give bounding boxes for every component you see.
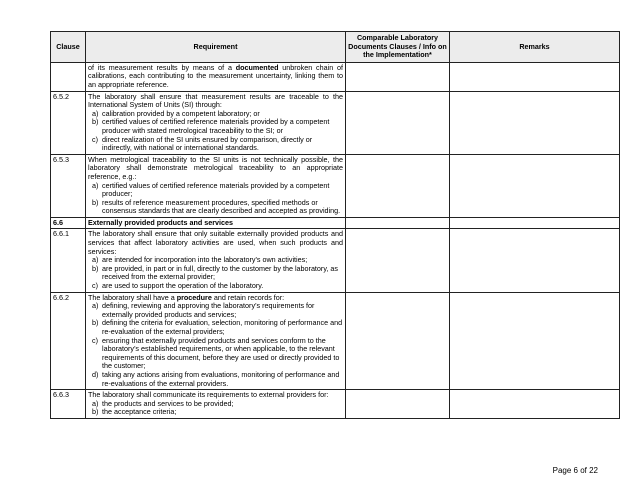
list-item-label: b) [92, 117, 99, 127]
remarks-cell[interactable] [450, 229, 620, 292]
requirement-text [88, 93, 343, 110]
list-item-label: a) [92, 398, 99, 408]
requirement-text [88, 64, 343, 90]
emphasized-term: procedure [176, 292, 212, 302]
remarks-cell[interactable] [450, 217, 620, 229]
list-item [88, 182, 343, 199]
list-item-text: are intended for incorporation into the laboratory’s own activities; [102, 255, 308, 265]
list-item-label: a) [92, 301, 99, 311]
comparable-info-cell[interactable] [346, 62, 450, 91]
requirement-cell [86, 154, 346, 217]
comparable-info-cell[interactable] [346, 390, 450, 419]
requirement-cell [86, 390, 346, 419]
remarks-cell[interactable] [450, 292, 620, 390]
clause-cell [51, 62, 86, 91]
clause-cell: 6.6.3 [51, 390, 86, 419]
list-item-text: defining the criteria for evaluation, selection, monitoring of performance and re-evaluation of the external providers; [102, 318, 343, 336]
list-item-text: results of reference measurement procedures, specified methods or consensus standards that are clearly described and accepted as providing. [102, 197, 341, 216]
list-item-text: the products and services to be provided; [102, 398, 234, 408]
list-item-label: c) [92, 281, 98, 291]
requirement-cell [86, 292, 346, 390]
list-item [88, 371, 343, 388]
comparable-info-cell[interactable] [346, 91, 450, 154]
list-item [88, 282, 343, 291]
clause-cell: 6.5.3 [51, 154, 86, 217]
requirement-text [88, 230, 343, 256]
requirements-table [50, 31, 620, 419]
list-item-label: c) [92, 335, 98, 345]
clause-cell: 6.6.2 [51, 292, 86, 390]
list-item-label: b) [92, 407, 99, 417]
list-item [88, 136, 343, 153]
requirement-header: Requirement [86, 32, 346, 63]
table-row [51, 62, 620, 91]
list-item-text: the acceptance criteria; [102, 407, 177, 417]
list-item [88, 199, 343, 216]
requirement-text-part: The laboratory shall have a [88, 292, 177, 302]
list-item-label: a) [92, 108, 99, 118]
requirement-text-part: Externally provided products and services [88, 217, 233, 227]
list-item [88, 319, 343, 336]
remarks-cell[interactable] [450, 62, 620, 91]
comparable-info-cell[interactable] [346, 292, 450, 390]
requirement-text-part: When metrological traceability to the SI units is not technically possible, the laboratory shall demonstrate metrological traceability to an appropriate reference, e.g.: [88, 154, 343, 181]
table-row [51, 390, 620, 419]
list-item-label: b) [92, 318, 99, 328]
list-item-label: b) [92, 263, 99, 273]
clause-cell: 6.6 [51, 217, 86, 229]
table-header-row [51, 32, 620, 63]
emphasized-term: documented [235, 62, 279, 72]
list-item-label: b) [92, 197, 99, 207]
list-item-label: a) [92, 255, 99, 265]
remarks-cell[interactable] [450, 154, 620, 217]
comparable-info-cell[interactable] [346, 154, 450, 217]
page-number: Page 6 of 22 [552, 466, 598, 475]
list-item-text: are used to support the operation of the laboratory. [102, 281, 264, 291]
comparable-info-cell[interactable] [346, 217, 450, 229]
requirement-text-part: of its measurement results by means of a [88, 62, 236, 72]
list-item-text: ensuring that externally provided products and services conform to the laboratory’s established requirements, or when applicable, to the relevant requirements of this document, before they are used or directly provided to the customer; [102, 335, 340, 371]
clause-header: Clause [51, 32, 86, 63]
list-item [88, 265, 343, 282]
list-item [88, 408, 343, 417]
list-item [88, 118, 343, 135]
list-item-label: c) [92, 134, 98, 144]
list-item-label: d) [92, 369, 99, 379]
list-item-text: calibration provided by a competent laboratory; or [102, 108, 260, 118]
comparable-header: Comparable Laboratory Documents Clauses / Info on the Implementation* [346, 32, 450, 63]
list-item-text: direct realization of the SI units ensured by comparison, directly or indirectly, with national or international standards. [102, 134, 313, 153]
list-item [88, 302, 343, 319]
requirement-cell [86, 62, 346, 91]
list-item-text: certified values of certified reference materials provided by a competent producer with stated metrological traceability to the SI; or [102, 117, 330, 135]
requirement-cell [86, 217, 346, 229]
table-row [51, 91, 620, 154]
list-item-text: defining, reviewing and approving the laboratory’s requirements for externally provided products and services; [102, 301, 315, 319]
list-item-text: taking any actions arising from evaluations, monitoring of performance and re-evaluations of the external providers. [102, 369, 340, 388]
requirement-cell [86, 229, 346, 292]
clause-cell: 6.6.1 [51, 229, 86, 292]
table-row [51, 154, 620, 217]
requirement-text [88, 219, 343, 228]
requirement-text-part: The laboratory shall ensure that measurement results are traceable to the International System of Units (SI) through: [88, 91, 343, 110]
requirement-text-part: The laboratory shall communicate its requirements to external providers for: [88, 390, 329, 400]
list-item-text: certified values of certified reference materials provided by a competent producer; [102, 180, 330, 199]
requirement-cell [86, 91, 346, 154]
requirement-text-part: unbroken chain of calibrations, each contributing to the measurement uncertainty, linking them to an appropriate reference. [88, 62, 343, 89]
list-item-label: a) [92, 180, 99, 190]
section-row [51, 217, 620, 229]
comparable-info-cell[interactable] [346, 229, 450, 292]
remarks-header: Remarks [450, 32, 620, 63]
requirement-text [88, 156, 343, 182]
list-item [88, 337, 343, 371]
table-row [51, 229, 620, 292]
table-row [51, 292, 620, 390]
clause-cell: 6.5.2 [51, 91, 86, 154]
remarks-cell[interactable] [450, 390, 620, 419]
requirement-text-part: The laboratory shall ensure that only suitable externally provided products and services that affect laboratory activities are used, when such products and services: [88, 229, 343, 256]
requirement-text-part: and retain records for: [211, 292, 285, 302]
list-item-text: are provided, in part or in full, directly to the customer by the laboratory, as received from the external provider; [102, 263, 338, 282]
remarks-cell[interactable] [450, 91, 620, 154]
